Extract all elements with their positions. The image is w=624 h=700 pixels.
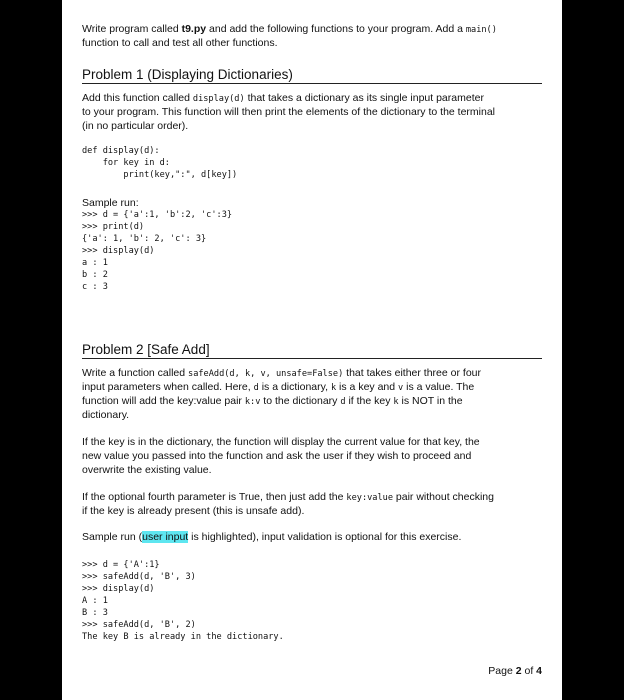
sample-line: >>> display(d) [82,584,155,594]
p1-text: input parameters when called. Here, [82,381,254,393]
problem2-heading-rule [82,358,542,359]
sample-line: b : 2 [82,270,108,280]
p4-text: is highlighted), input validation is optional for this exercise. [188,531,462,543]
kv-pair-code: k:v [244,397,261,407]
sample-line: >>> print(d) [82,222,145,232]
intro-line-1 [82,22,497,37]
problem2-p1-line-1 [82,366,481,381]
p1-text: is NOT in the [398,395,463,407]
code-line: for key in d: [82,158,170,168]
sample-line: >>> d = {'a':1, 'b':2, 'c':3} [82,210,233,220]
problem1-desc-line-2: to your program. This function will then print the elements of the dictionary to the terminal [82,106,496,118]
p4-text: Sample run ( [82,531,143,543]
var-v-code: v [398,383,404,393]
p1-text: Write a function called [82,367,189,379]
sample-line: >>> safeAdd(d, 'B', 3) [82,572,196,582]
problem2-p2-line-2: new value you passed into the function and ask the user if they wish to proceed and [82,450,472,462]
intro-filename: t9.py [181,23,207,35]
problem2-p1-line-3 [82,394,463,409]
user-input-highlight: user input [142,531,189,543]
key-value-code: key:value [346,493,393,503]
p3-text: pair without checking [393,491,494,503]
var-d-code: d [253,383,259,393]
page-label: Page [488,665,516,677]
var-k-code: k [330,383,337,393]
sample-line: The key B is already in the dictionary. [82,632,284,642]
sample-line: >>> safeAdd(d, 'B', 2) [82,620,196,630]
sample-run-label: Sample run: [82,197,139,209]
code-line: def display(d): [82,146,160,156]
intro-main-code: main() [465,25,497,35]
sample-line: >>> display(d) [82,246,155,256]
sample-line: B : 3 [82,608,108,618]
total-pages: 4 [536,665,542,677]
problem1-desc-line-1 [82,91,484,106]
safeadd-signature-code: safeAdd(d, k, v, unsafe=False) [188,369,344,379]
desc-text: Add this function called [82,92,193,104]
document-page [62,0,562,700]
p1-text: is a dictionary, [258,381,331,393]
sample-line: c : 3 [82,282,108,292]
page-number [488,665,542,677]
problem2-p4 [82,530,461,544]
problem2-p2-line-3: overwrite the existing value. [82,464,212,476]
problem2-p3-line-1 [82,490,494,505]
problem1-heading-rule [82,83,542,84]
desc-text: that takes a dictionary as its single input parameter [244,92,484,104]
code-line: print(key,":", d[key]) [82,170,238,180]
var-d-code: d [340,397,346,407]
problem2-p1-line-2 [82,380,474,395]
current-page: 2 [515,665,522,677]
sample-line: >>> d = {'A':1} [82,560,160,570]
sample-line: A : 1 [82,596,108,606]
p3-text: If the optional fourth parameter is True, then just add the [82,491,347,503]
var-k-code: k [393,397,399,407]
sample-line: a : 1 [82,258,108,268]
intro-text: and add the following functions to your program. Add a [206,23,466,35]
p1-text: that takes either three or four [343,367,481,379]
problem2-p2-line-1: If the key is in the dictionary, the function will display the current value for that key, the [82,436,480,448]
problem1-desc-line-3: (in no particular order). [82,120,189,132]
p1-text: if the key [345,395,394,407]
p1-text: function will add the key:value pair [82,395,245,407]
p1-text: is a key and [336,381,399,393]
page-of: of [521,665,537,677]
sample-line: {'a': 1, 'b': 2, 'c': 3} [82,234,207,244]
problem2-p3-line-2: if the key is already present (this is unsafe add). [82,505,305,517]
display-function-code: display(d) [192,94,245,104]
p1-text: to the dictionary [260,395,341,407]
p1-text: is a value. The [403,381,475,393]
intro-line-2: function to call and test all other functions. [82,37,278,49]
intro-text: Write program called [82,23,182,35]
problem2-p1-line-4: dictionary. [82,409,130,421]
problem2-heading: Problem 2 [Safe Add] [82,342,210,357]
problem1-heading: Problem 1 (Displaying Dictionaries) [82,67,293,82]
